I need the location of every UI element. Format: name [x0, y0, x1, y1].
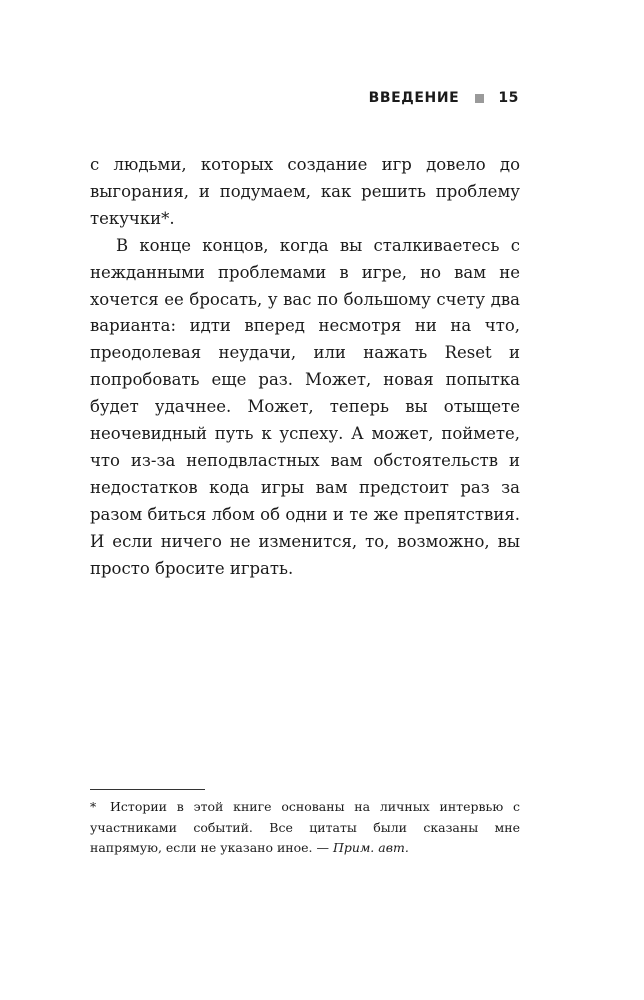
footnote: [90, 797, 520, 859]
square-separator-icon: [475, 94, 484, 103]
paragraph-continuation: с людьми, которых создание игр довело до выгорания, и подумаем, как решить проблему текучки*.: [90, 155, 520, 228]
paragraph: В конце концов, когда вы сталкиваетесь с нежданными проблемами в игре, но вам не хочется ее бросать, у вас по большому счету два варианта: идти вперед несмотря ни на что, преодолевая неудачи, или нажать Reset и попробовать еще раз. Может, новая попытка будет удачнее. Может, теперь вы отыщете неочевидный путь к успеху. А может, поймете, что из-за неподвластных вам обстоятельств и недостатков кода игры вам предстоит раз за разом биться лбом об одни и те же препятствия. И если ничего не изменится, то, возможно, вы просто бросите играть.: [90, 235, 520, 578]
section-title: ВВЕДЕНИЕ: [368, 90, 460, 106]
footnote-mark: *: [90, 799, 97, 814]
running-head: [369, 90, 519, 106]
footnote-text: Истории в этой книге основаны на личных интервью с участниками событий. Все цитаты были сказаны мне напрямую, если не указано иное. —: [90, 799, 520, 855]
main-text: [90, 152, 520, 583]
footnote-attribution: Прим. авт.: [332, 840, 409, 855]
footnote-divider: [90, 789, 205, 790]
page-number: 15: [498, 90, 519, 106]
